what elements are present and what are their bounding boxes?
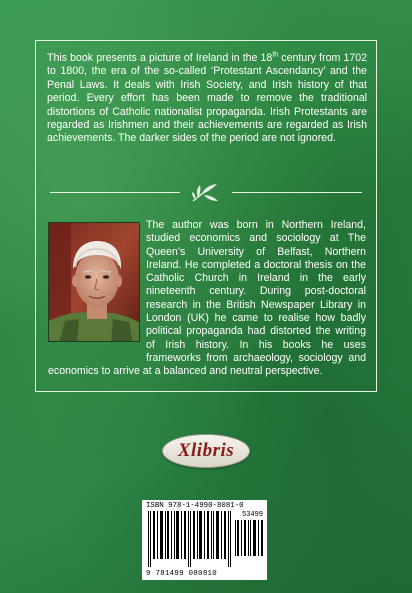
blurb-text-end: century from 1702 to 1800, the era of the so-called ‘Protestant Ascendancy’ and the Penal Laws. It deals with Irish Society, and Irish history of that period. Every effort has been made to remove the traditional distortions of Catholic nationalist propaganda. Irish Protestants are regarded as Irishmen and their achievements are regarded as Irish achievements. The darker sides of the period are not ignored. [47,52,368,145]
isbn-number: ISBN 978-1-4990-8081-0 [146,502,244,510]
divider-line-right [232,192,362,193]
blurb-text-start: This book presents a picture of Ireland in the 18 [47,52,273,64]
author-bio [48,219,366,379]
barcode-digits: 9 781499 080810 [146,570,218,578]
publisher-logo [162,434,250,468]
leaf-sprig-icon [190,182,222,204]
barcode-bars [146,511,234,567]
isbn-barcode [142,500,267,580]
book-blurb [47,52,367,146]
blurb-superscript: th [272,51,279,59]
publisher-name: Xlibris [177,440,235,461]
addon-barcode-bars [235,520,265,560]
price-code: 53499 [241,511,263,519]
section-divider [50,182,362,204]
author-bio-text: The author was born in Northern Ireland, studied economics and sociology at The Queen’s University of Belfast, Northern Ireland. He completed a doctoral thesis on the Catholic Church in Ireland in the early nineteenth century. During post-doctoral research in the British Newspaper Library in London (UK) he came to realise how badly political propaganda had distorted the writing of Irish history. In his books he uses frameworks from archaeology, sociology and economics to arrive at a balanced and neutral perspective. [48,219,366,378]
photo-spacer [48,219,146,352]
divider-line-left [50,192,180,193]
